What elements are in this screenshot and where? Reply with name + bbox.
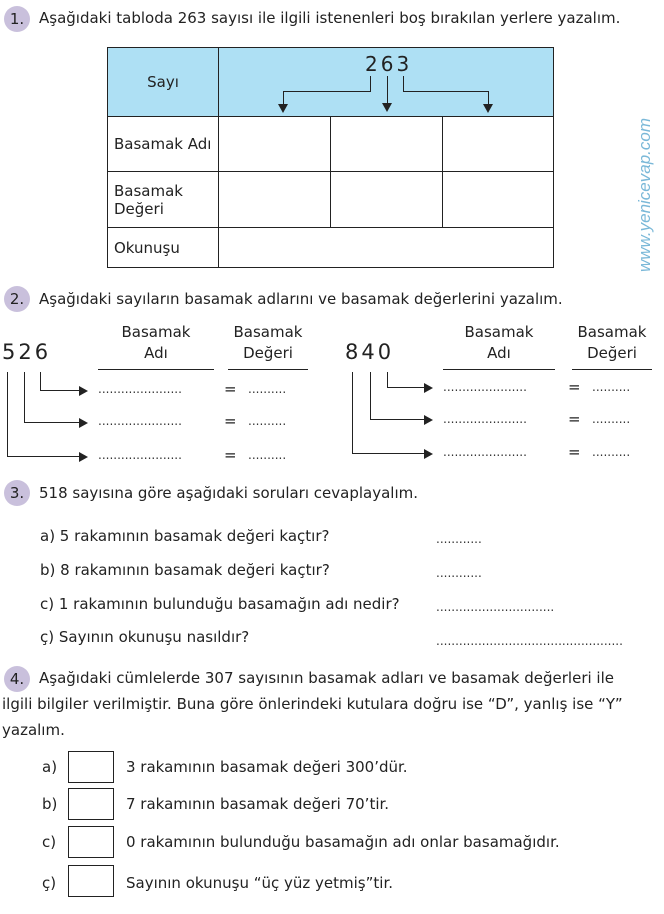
dots-deger-526-3[interactable]: .......... — [248, 448, 287, 462]
question-2-badge: 2. — [4, 286, 30, 312]
question-4-line1: Aşağıdaki cümlelerde 307 sayısının basamak adları ve basamak değerleri ile — [39, 669, 614, 687]
q4-statement-c: 0 rakamının bulunduğu basamağın adı onlar basamağıdır. — [126, 833, 560, 851]
watermark-logo — [622, 40, 662, 280]
answer-cell-okunusu[interactable] — [219, 228, 554, 268]
equals-sign: = — [568, 378, 581, 396]
q4-answer-box-b[interactable] — [68, 788, 114, 820]
q3-item-c: c) 1 rakamının bulunduğu basamağın adı nedir? — [40, 595, 400, 613]
q3-answer-cc[interactable]: ................................................. — [436, 634, 623, 648]
svg-text:www.yenicevap.com: www.yenicevap.com — [635, 117, 654, 272]
answer-cell-adi-2[interactable] — [331, 117, 443, 172]
question-3-text: 518 sayısına göre aşağıdaki soruları cevaplayalım. — [39, 484, 418, 502]
number-263: 263 — [365, 52, 413, 76]
row-label-okunusu: Okunuşu — [108, 228, 219, 268]
number-840: 840 — [345, 340, 395, 364]
answer-cell-adi-1[interactable] — [219, 117, 331, 172]
q4-label-cc: ç) — [42, 874, 57, 892]
dots-deger-526-2[interactable]: .......... — [248, 414, 287, 428]
question-4-line3: yazalım. — [2, 721, 65, 739]
equals-sign: = — [568, 410, 581, 428]
q4-label-b: b) — [42, 795, 58, 813]
question-4-badge: 4. — [4, 666, 30, 692]
q3-item-b: b) 8 rakamının basamak değeri kaçtır? — [40, 561, 330, 579]
q3-answer-b[interactable]: ............ — [436, 566, 482, 580]
q4-statement-cc: Sayının okunuşu “üç yüz yetmiş”tir. — [126, 874, 393, 892]
question-1-badge: 1. — [4, 6, 30, 32]
q3-item-a: a) 5 rakamının basamak değeri kaçtır? — [40, 527, 330, 545]
q4-label-a: a) — [42, 758, 58, 776]
equals-sign: = — [224, 380, 237, 398]
q3-answer-c[interactable]: ............................... — [436, 600, 555, 614]
question-3-badge: 3. — [4, 480, 30, 506]
equals-sign: = — [568, 443, 581, 461]
q4-label-c: c) — [42, 833, 57, 851]
row-label-basamak-adi: Basamak Adı — [108, 117, 219, 172]
header-basamak-adi-left: Basamak Adı — [121, 323, 191, 362]
equals-sign: = — [224, 446, 237, 464]
answer-cell-adi-3[interactable] — [443, 117, 554, 172]
dots-adi-526-3[interactable]: ...................... — [98, 448, 182, 462]
answer-cell-deger-2[interactable] — [331, 172, 443, 228]
row-label-basamak-degeri: Basamak Değeri — [108, 172, 219, 228]
number-263-table — [107, 47, 554, 268]
q4-statement-a: 3 rakamının basamak değeri 300’dür. — [126, 758, 408, 776]
answer-cell-deger-1[interactable] — [219, 172, 331, 228]
dots-adi-526-1[interactable]: ...................... — [98, 382, 182, 396]
header-basamak-adi-right: Basamak Adı — [464, 323, 534, 362]
q4-answer-box-cc[interactable] — [68, 865, 114, 897]
question-4-line2: ilgili bilgiler verilmiştir. Buna göre önlerindeki kutulara doğru ise “D”, yanlış ise “Y” — [2, 695, 623, 713]
dots-adi-840-2[interactable]: ...................... — [443, 412, 527, 426]
header-basamak-degeri-right: Basamak Değeri — [577, 323, 647, 362]
dots-deger-840-1[interactable]: .......... — [592, 380, 631, 394]
number-526: 526 — [2, 340, 52, 364]
q4-answer-box-c[interactable] — [68, 826, 114, 858]
question-1-text: Aşağıdaki tabloda 263 sayısı ile ilgili istenenleri boş bırakılan yerlere yazalım. — [39, 9, 621, 27]
row-label-sayi: Sayı — [108, 48, 219, 117]
dots-adi-526-2[interactable]: ...................... — [98, 414, 182, 428]
dots-deger-840-3[interactable]: .......... — [592, 445, 631, 459]
question-2-text: Aşağıdaki sayıların basamak adlarını ve basamak değerlerini yazalım. — [39, 290, 563, 308]
q3-item-cc: ç) Sayının okunuşu nasıldır? — [40, 628, 250, 646]
header-basamak-degeri-left: Basamak Değeri — [233, 323, 303, 362]
dots-deger-526-1[interactable]: .......... — [248, 382, 287, 396]
dots-deger-840-2[interactable]: .......... — [592, 412, 631, 426]
dots-adi-840-3[interactable]: ...................... — [443, 445, 527, 459]
q4-answer-box-a[interactable] — [68, 751, 114, 783]
answer-cell-deger-3[interactable] — [443, 172, 554, 228]
dots-adi-840-1[interactable]: ...................... — [443, 380, 527, 394]
equals-sign: = — [224, 412, 237, 430]
q3-answer-a[interactable]: ............ — [436, 532, 482, 546]
q4-statement-b: 7 rakamının basamak değeri 70’tir. — [126, 795, 390, 813]
